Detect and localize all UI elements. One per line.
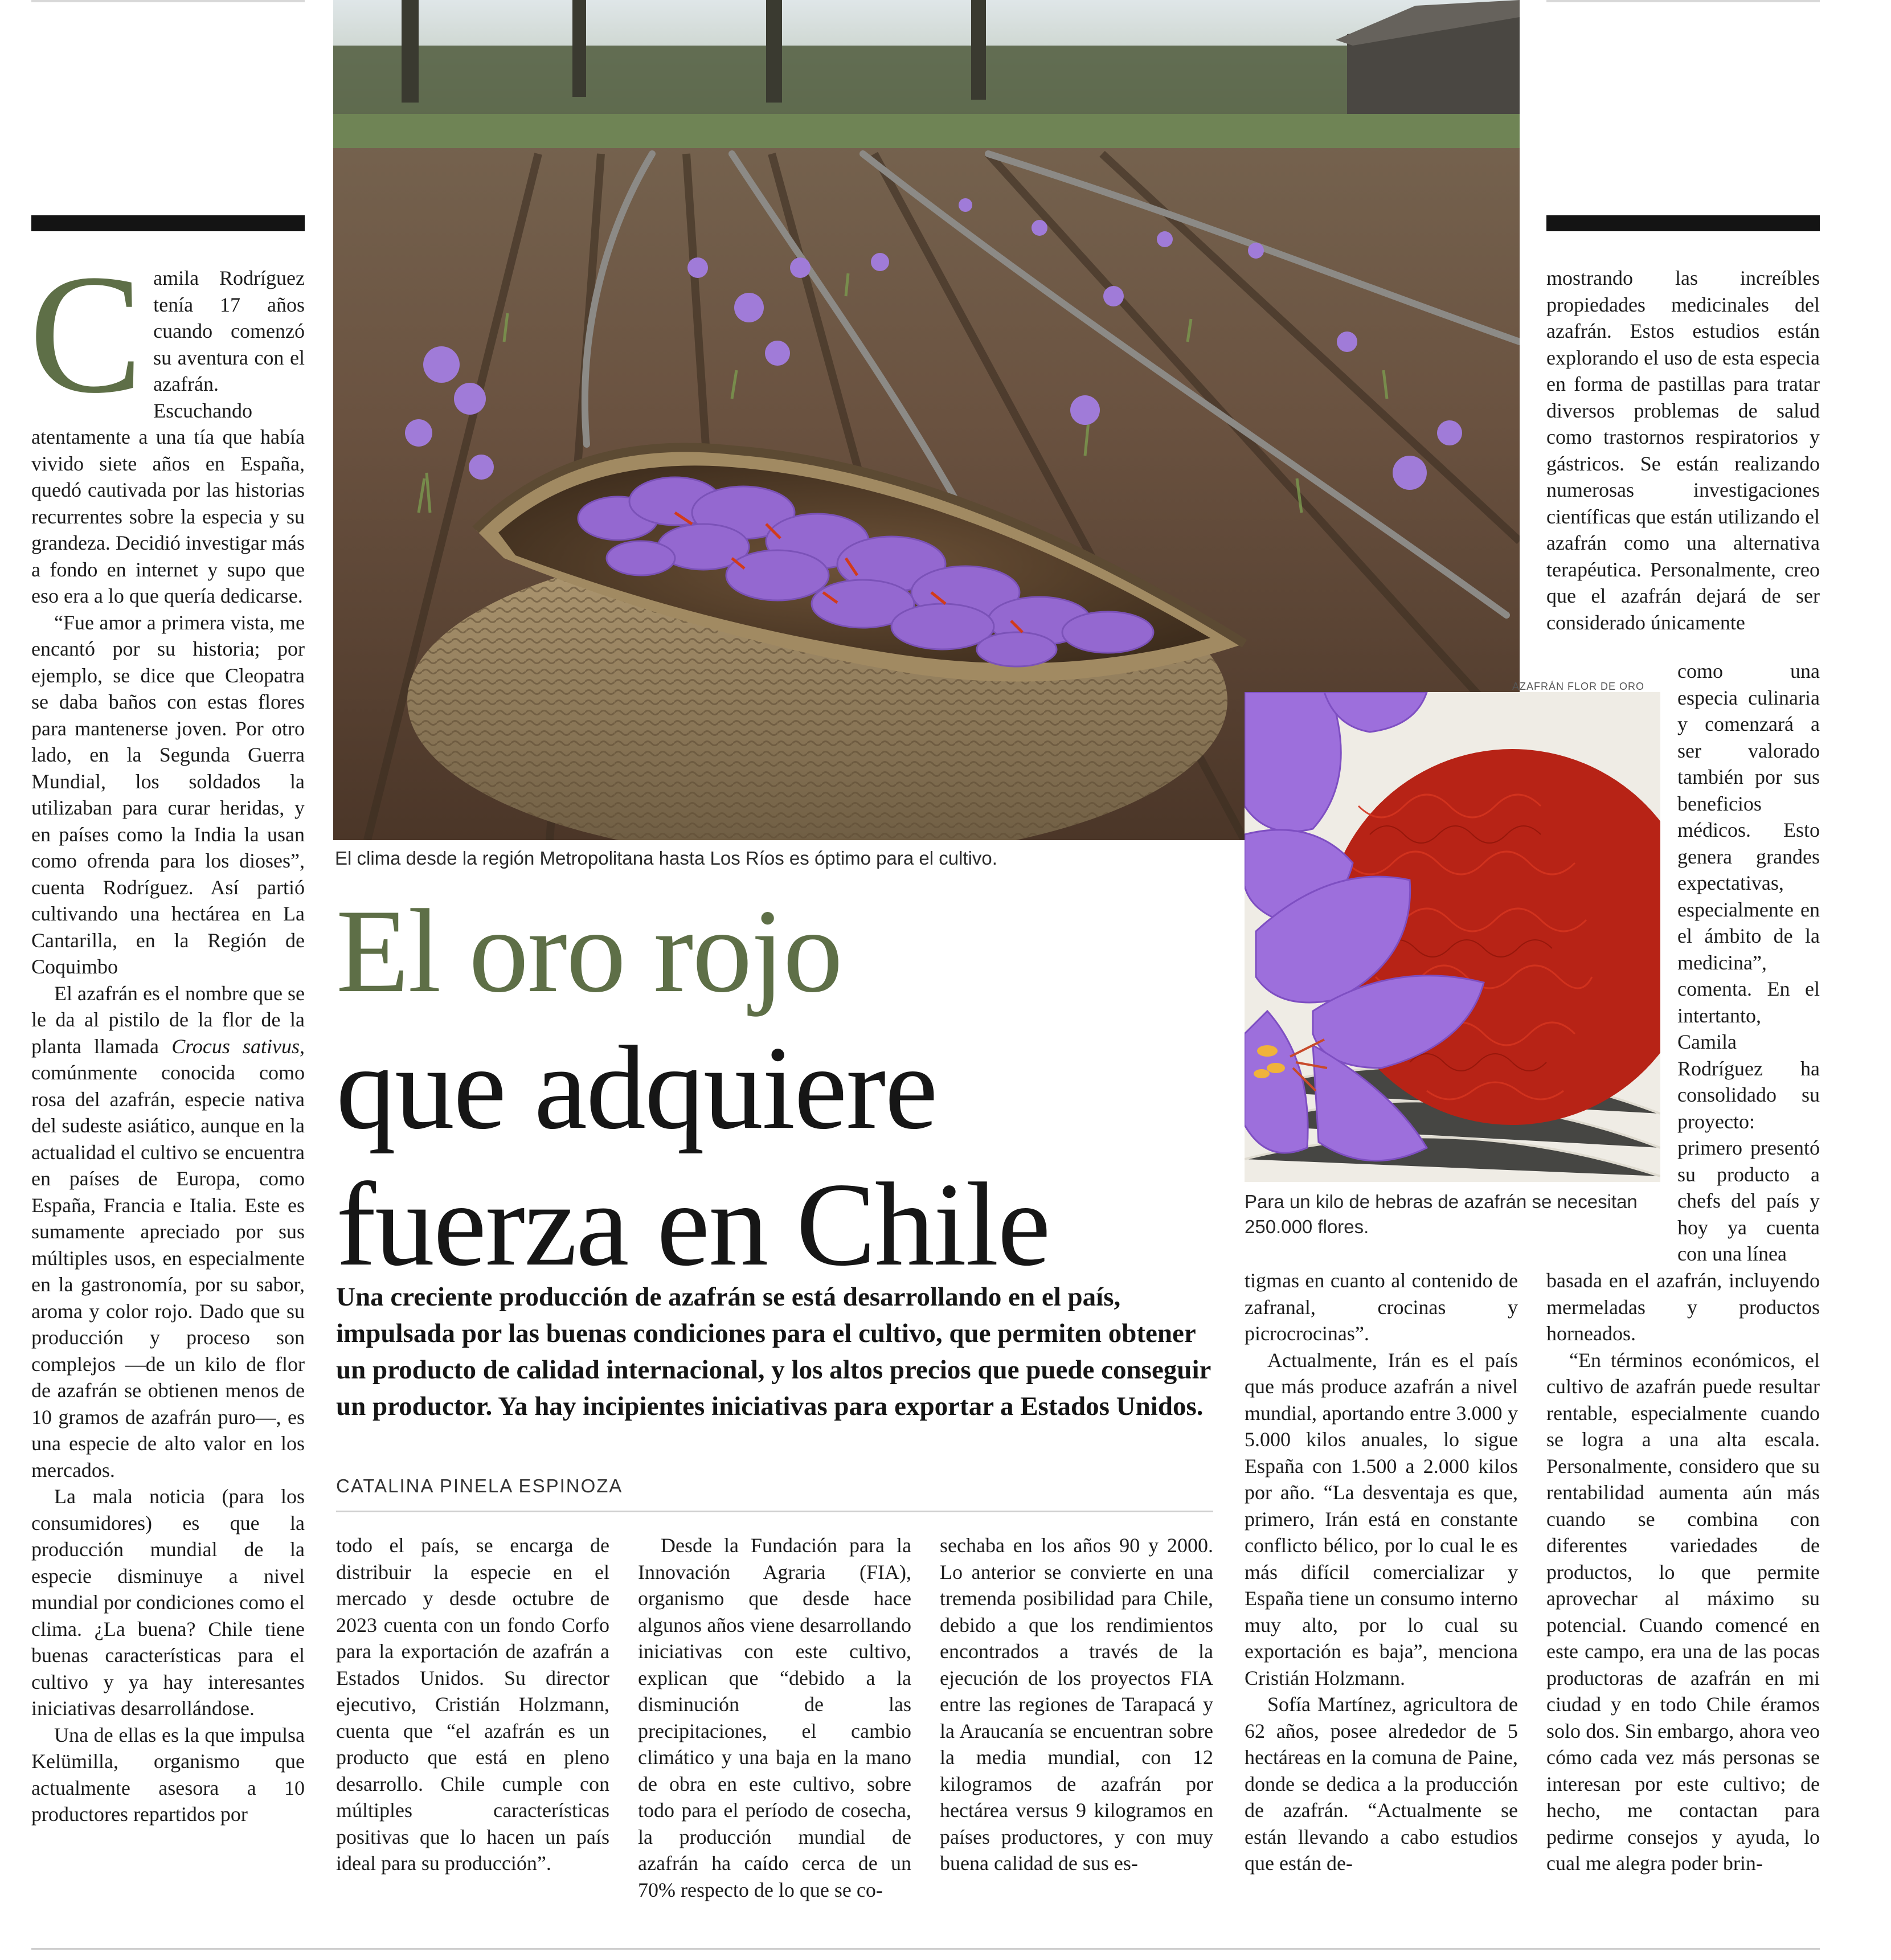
column-6-bottom [1546, 1267, 1820, 1877]
headline-line-3: fuerza en Chile [336, 1159, 1050, 1291]
col3-paragraph-1: Desde la Fundación para la Innovación Agraria (FIA), organismo que desde hace algunos años viene desarrollando iniciativas con este cultivo, explican que “debido a la disminución de las precipitaciones, el cambio climático y una baja en la mano de obra en este cultivo, sobre todo para el período de cosecha, la producción mundial de azafrán ha caído cerca de un 70% respecto de lo que se co- [638, 1534, 911, 1901]
byline-rule [336, 1511, 1213, 1512]
col1-paragraph-4: La mala noticia (para los consumidores) es que la producción mundial de la especie disminuye a nivel mundial por condiciones como el clima. ¿La buena? Chile tiene buenas características para el cultivo y ya hay interesantes iniciativas desarrollándose. [31, 1485, 305, 1720]
top-rule-left [31, 0, 305, 2]
col1-paragraph-5: Una de ellas es la que impulsa Kelümilla, organismo que actualmente asesora a 10 productores repartidos por [31, 1723, 305, 1826]
col2-paragraph-1: todo el país, se encarga de distribuir la especie en el mercado y desde octubre de 2023 cuenta con un fondo Corfo para la exportación de azafrán a Estados Unidos. Su director ejecutivo, Cristián Holzmann, cuenta que “el azafrán es un producto que está en pleno desarrollo. Chile cumple con múltiples características positivas que lo hacen un país ideal para su producción”. [336, 1534, 609, 1875]
col4-paragraph-1: sechaba en los años 90 y 2000. Lo anterior se convierte en una tremenda posibilidad para Chile, debido a que los rendimientos encontrados a través de la ejecución de los proyectos FIA entre las regiones de Tarapacá y la Araucanía se encuentran sobre la media mundial, con 12 kilogramos de azafrán por hectárea versus 9 kilogramos en países productores, y con muy buena calidad de sus es- [940, 1534, 1213, 1875]
col5-paragraph-2: Actualmente, Irán es el país que más produce azafrán a nivel mundial, aportando entre 3.000 y 5.000 kilos anuales, lo sigue España con 1.500 a 2.000 kilos por año. “La desventaja es que, primero, Irán está en constante conflicto bélico, por lo cual le es más difícil comercializar y España tiene un consumo interno muy alto, por lo cual su exportación es baja”, menciona Cristián Holzmann. [1245, 1348, 1518, 1689]
bottom-rule [31, 1948, 1820, 1950]
column-5 [1245, 1267, 1518, 1877]
section-bar-right [1546, 215, 1820, 231]
inset-photo-caption: Para un kilo de hebras de azafrán se necesitan 250.000 flores. [1245, 1191, 1638, 1237]
col1-p3-species: Crocus sativus [171, 1034, 300, 1058]
headline [336, 883, 1213, 1293]
top-rule-right [1546, 0, 1820, 2]
col1-p3-c: , comúnmente conocida como rosa del azafrán, especie nativa del sudeste asiático, aunque en la actualidad el cultivo se encuentra en países de Europa, como España, Francia e Italia. Este es sumamente apreciado por sus múltiples usos, en especialmente en la gastronomía, por su sabor, aroma y color rojo. Dado que su producción y proceso son complejos —de un kilo de flor de azafrán se obtienen menos de 10 gramos de azafrán puro—, es una especie de alto valor en los mercados. [31, 1034, 305, 1482]
col5-paragraph-1: tigmas en cuanto al contenido de zafranal, crocinas y picrocrocinas”. [1245, 1269, 1518, 1345]
lead-paragraph: Una creciente producción de azafrán se está desarrollando en el país, impulsada por las buenas condiciones para el cultivo, que permiten obtener un producto de calidad internacional, y los altos precios que puede conseguir un productor. Ya hay incipientes iniciativas para exportar a Estados Unidos. [336, 1282, 1211, 1421]
col6-paragraph-bottom-1: basada en el azafrán, incluyendo mermeladas y productos horneados. [1546, 1269, 1820, 1345]
byline: CATALINA PINELA ESPINOZA [336, 1475, 623, 1496]
col1-p1-text: amila Rodríguez tenía 17 años cuando comenzó su aventura con el azafrán. Escuchando atentamente a una tía que había vivido siete años en España, quedó cautivada por las historias recurrentes sobre la especia y su grandeza. Decidió investigar más a fondo en internet y supo que eso era a lo que quería dedicarse. [31, 267, 305, 607]
section-bar-left [31, 215, 305, 231]
saffron-threads-illustration [1245, 692, 1660, 1182]
col5-paragraph-3: Sofía Martínez, agricultora de 62 años, posee alrededor de 5 hectáreas en la comuna de Paine, donde se dedica a la producción de azafrán. “Actualmente se están llevando a cabo estudios que están de- [1245, 1693, 1518, 1875]
column-3 [638, 1532, 911, 1903]
col1-paragraph-1 [29, 239, 305, 609]
inset-photo-credit: AZAFRÁN FLOR DE ORO [1512, 681, 1645, 692]
headline-line-1: El oro rojo [336, 885, 842, 1017]
column-4 [940, 1532, 1213, 1877]
drop-cap: C [29, 239, 144, 428]
col1-paragraph-3 [31, 980, 305, 1484]
column-6-narrow [1677, 658, 1820, 1267]
col6-paragraph-narrow: como una especia culinaria y comenzará a ser valorado también por sus beneficios médicos. Esto genera grandes expectativas, especialmente en el ámbito de la medicina”, comenta. En el intertanto, Camila Rodríguez ha consolidado su proyecto: primero presentó su producto a chefs del país y hoy ya cuenta con una línea [1677, 660, 1820, 1265]
col6-paragraph-top: mostrando las increíbles propiedades medicinales del azafrán. Estos estudios están explorando el uso de esta especia en forma de pastillas para tratar diversos problemas de salud como trastornos respiratorios y gástricos. Se están realizando numerosas investigaciones científicas que están utilizando el azafrán como una alternativa terapéutica. Personalmente, creo que el azafrán dejará de ser considerado únicamente [1546, 267, 1820, 634]
headline-line-2: que adquiere [336, 1022, 937, 1154]
column-6-top [1546, 265, 1820, 636]
inset-photo-saffron-threads [1245, 692, 1660, 1182]
main-photo-caption: El clima desde la región Metropolitana hasta Los Ríos es óptimo para el cultivo. [335, 848, 997, 869]
col1-p3-a: El azafrán es el nombre que se le da al pistilo de la flor de la planta llamada [31, 981, 305, 1058]
col1-paragraph-2: “Fue amor a primera vista, me encantó por su historia; por ejemplo, se dice que Cleopatra se daba baños con estas flores para mantenerse joven. Por otro lado, en la Segunda Guerra Mundial, los soldados la utilizaban para curar heridas, y en países como la India la usan como ofrenda para los dioses”, cuenta Rodríguez. Así partió cultivando una hectárea en La Cantarilla, en la Región de Coquimbo [31, 611, 305, 978]
column-1 [29, 239, 305, 1828]
column-2 [336, 1532, 609, 1877]
col6-paragraph-bottom-2: “En términos económicos, el cultivo de azafrán puede resultar rentable, especialmente cuando se logra a una alta escala. Personalmente, considero que su rentabilidad aumenta aún más cuando se combina con diferentes variedades de productos, lo que permite aprovechar al máximo su potencial. Cuando comencé en este campo, era una de las pocas productoras de azafrán en mi ciudad y en todo Chile éramos solo dos. Sin embargo, ahora veo cómo cada vez más personas se interesan por este cultivo; de hecho, me contactan para pedirme consejos y ayuda, lo cual me alegra poder brin- [1546, 1348, 1820, 1875]
